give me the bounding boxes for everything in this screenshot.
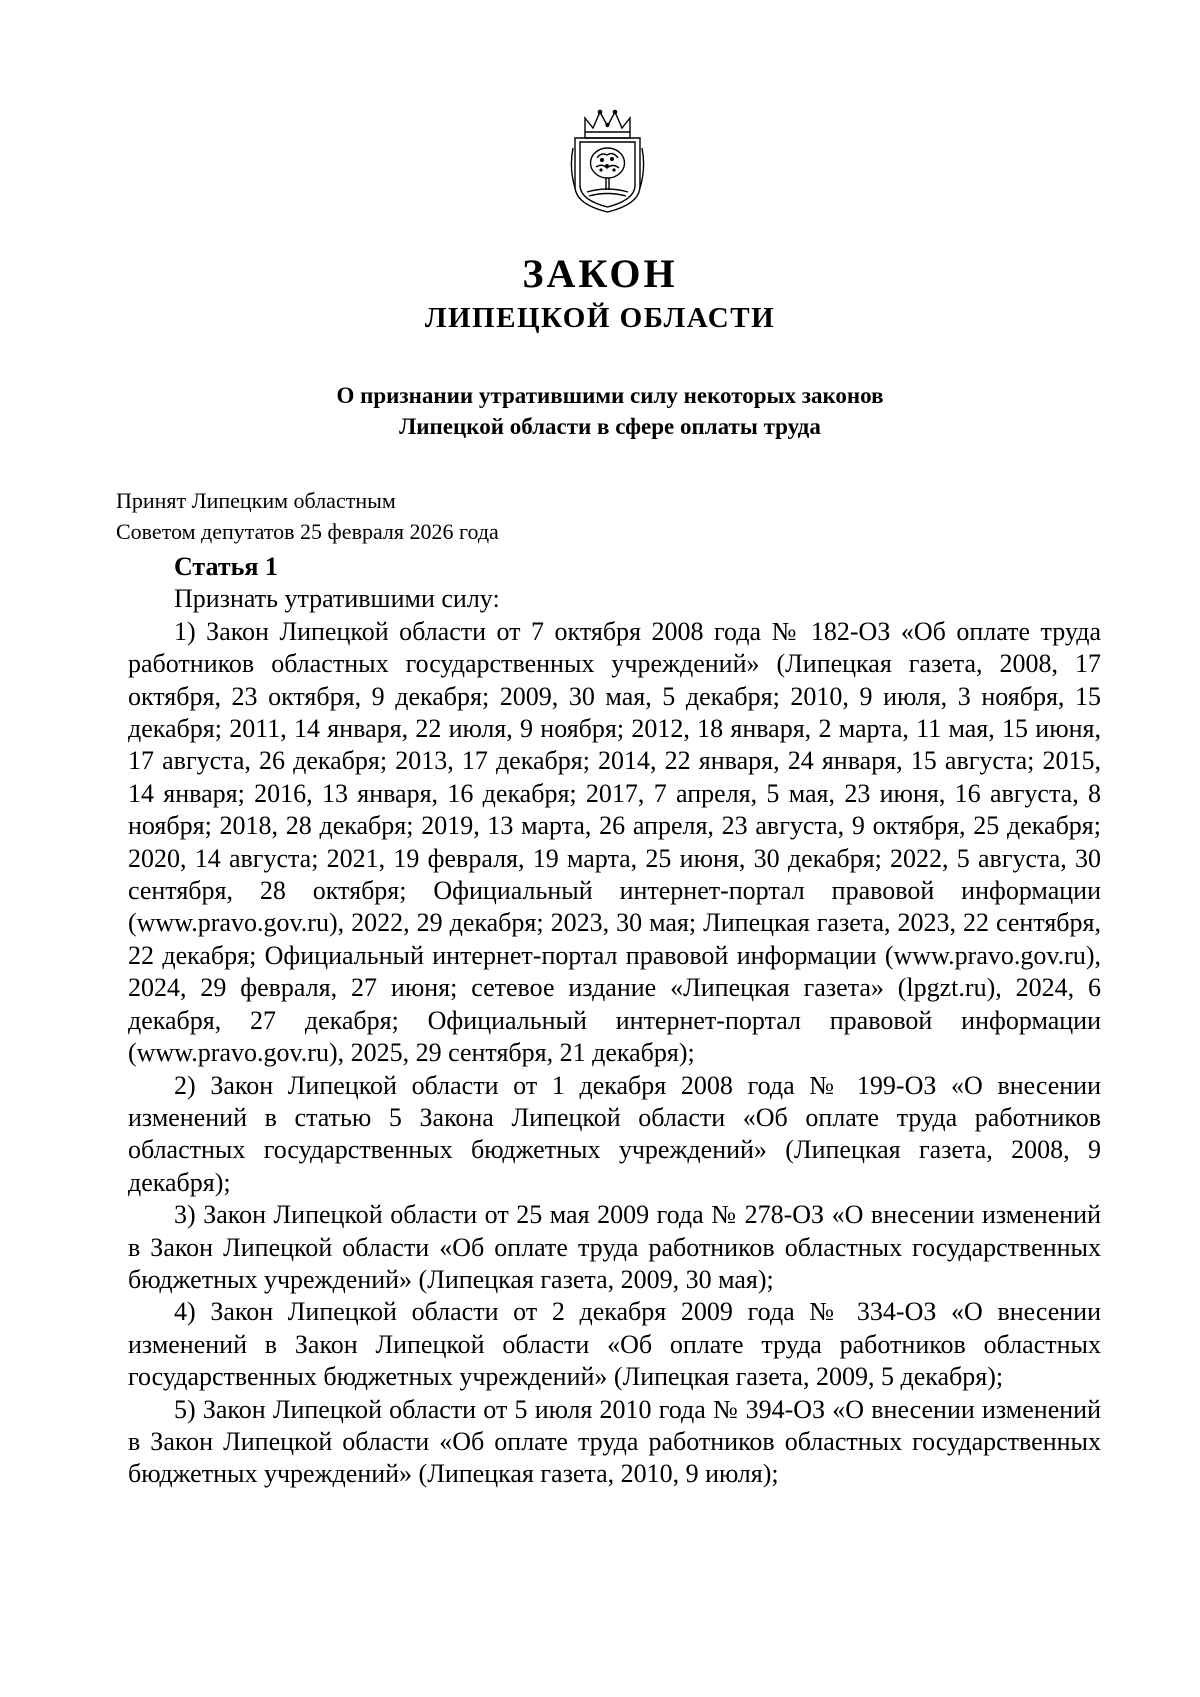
- article-title: Статья 1: [174, 552, 278, 581]
- adoption-note-line: Принят Липецким областным: [116, 488, 396, 513]
- law-title: ЗАКОН: [522, 251, 678, 296]
- law-heading-line: Липецкой области в сфере оплаты труда: [399, 414, 821, 439]
- coat-of-arms-icon: [565, 108, 650, 216]
- adoption-note-line: Советом депутатов 25 февраля 2026 года: [116, 519, 499, 544]
- article-body: [128, 551, 1101, 1491]
- article-intro: Признать утратившими силу:: [174, 584, 500, 614]
- article-item: 1) Закон Липецкой области от 7 октября 2008 года № 182-ОЗ «Об оплате труда работников областных государственных учреждений» (Липецкая газета, 2008, 17 октября, 23 октября, 9 декабря; 2009, 30 мая, 5 декабря; 2010, 9 июля, 3 ноября, 15 декабря; 2011, 14 января, 22 июля, 9 ноября; 2012, 18 января, 2 марта, 11 мая, 15 июня, 17 августа, 26 декабря; 2013, 17 декабря; 2014, 22 января, 24 января, 15 августа; 2015, 14 января; 2016, 13 января, 16 декабря; 2017, 7 апреля, 5 мая, 23 июня, 16 августа, 8 ноября; 2018, 28 декабря; 2019, 13 марта, 26 апреля, 23 августа, 9 октября, 25 декабря; 2020, 14 августа; 2021, 19 февраля, 19 марта, 25 июня, 30 декабря; 2022, 5 августа, 30 сентября, 28 октября; Официальный интернет-портал правовой информации (www.pravo.gov.ru), 2022, 29 декабря; 2023, 30 мая; Липецкая газета, 2023, 22 сентября, 22 декабря; Официальный интернет-портал правовой информации (www.pravo.gov.ru), 2024, 29 февраля, 27 июня; сетевое издание «Липецкая газета» (lpgzt.ru), 2024, 6 декабря, 27 декабря; Официальный интернет-портал правовой информации (www.pravo.gov.ru), 2025, 29 сентября, 21 декабря);: [128, 616, 1101, 1068]
- article-item: 3) Закон Липецкой области от 25 мая 2009 года № 278-ОЗ «О внесении изменений в Закон Липецкой области «Об оплате труда работников областных государственных бюджетных учреждений» (Липецкая газета, 2009, 30 мая);: [128, 1200, 1101, 1294]
- law-heading-line: О признании утратившими силу некоторых законов: [336, 383, 884, 408]
- article-item: 4) Закон Липецкой области от 2 декабря 2009 года № 334-ОЗ «О внесении изменений в Закон Липецкой области «Об оплате труда работников областных государственных бюджетных учреждений» (Липецкая газета, 2009, 5 декабря);: [128, 1297, 1101, 1392]
- adoption-note: [116, 485, 499, 547]
- article-item: 2) Закон Липецкой области от 1 декабря 2008 года № 199-ОЗ «О внесении изменений в статью 5 Закона Липецкой области «Об оплате труда работников областных государственных бюджетных учреждений» (Липецкая газета, 2008, 9 декабря);: [128, 1070, 1101, 1197]
- law-region: ЛИПЕЦКОЙ ОБЛАСТИ: [424, 302, 776, 334]
- law-heading: [150, 380, 1070, 442]
- article-item: 5) Закон Липецкой области от 5 июля 2010 года № 394-ОЗ «О внесении изменений в Закон Липецкой области «Об оплате труда работников областных государственных бюджетных учреждений» (Липецкая газета, 2010, 9 июля);: [128, 1394, 1101, 1489]
